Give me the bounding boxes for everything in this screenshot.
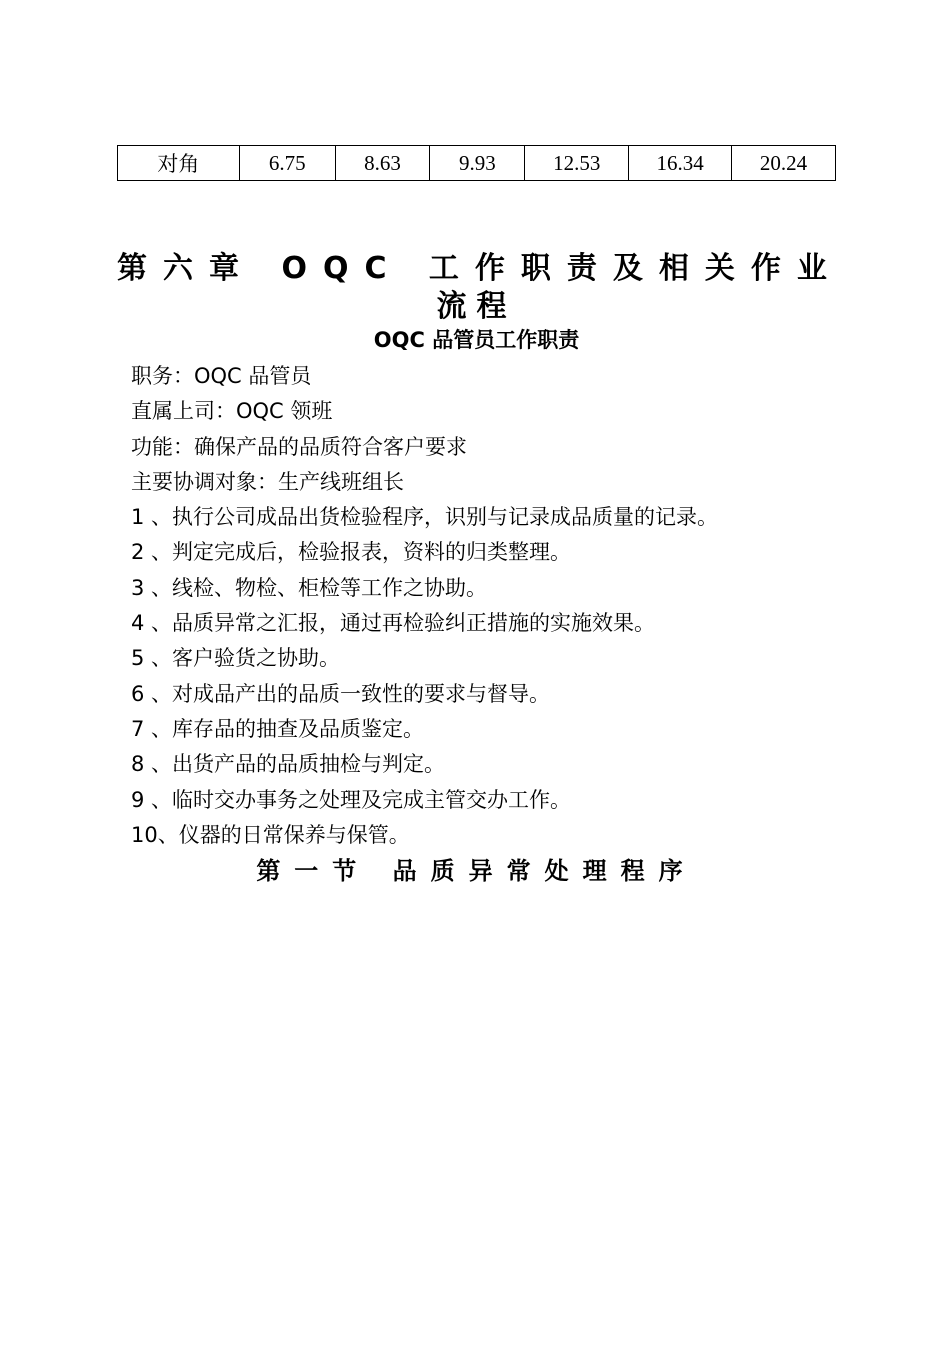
list-item: 3 、线检、物检、柜检等工作之协助。 [131,575,488,600]
table-cell: 9.93 [430,146,525,181]
list-item: 8 、出货产品的品质抽检与判定。 [131,752,446,777]
table-cell: 12.53 [525,146,629,181]
table-row [118,146,836,181]
duty-description [131,359,831,853]
function-line: 功能：确保产品的品质符合客户要求 [131,434,467,459]
table-cell: 20.24 [732,146,836,181]
list-item: 7 、库存品的抽查及品质鉴定。 [131,716,425,741]
chapter-title-line2: 流程 [436,289,517,324]
table-cell: 8.63 [335,146,430,181]
coordination-line: 主要协调对象：生产线班组长 [131,469,404,494]
supervisor-line: 直属上司：OQC 领班 [131,399,333,424]
list-item: 5 、客户验货之协助。 [131,646,341,671]
table-cell-label: 对角 [118,146,240,181]
dimension-table [117,145,836,181]
table-cell: 16.34 [629,146,732,181]
chapter-title [117,250,843,326]
table-cell: 6.75 [239,146,335,181]
list-item: 6 、对成品产出的品质一致性的要求与督导。 [131,681,551,706]
list-item: 4 、品质异常之汇报，通过再检验纠正措施的实施效果。 [131,611,656,636]
list-item: 1 、执行公司成品出货检验程序，识别与记录成品质量的记录。 [131,505,719,530]
section-title: 第一节 品质异常处理程序 [256,857,697,885]
list-item: 2 、判定完成后，检验报表，资料的归类整理。 [131,540,572,565]
chapter-subtitle: OQC 品管员工作职责 [373,328,580,352]
list-item: 9 、临时交办事务之处理及完成主管交办工作。 [131,787,572,812]
list-item: 10、仪器的日常保养与保管。 [131,822,410,847]
chapter-title-line1: 第六章 OQC 工作职责及相关作业 [117,251,843,286]
position-line: 职务：OQC 品管员 [131,364,312,388]
